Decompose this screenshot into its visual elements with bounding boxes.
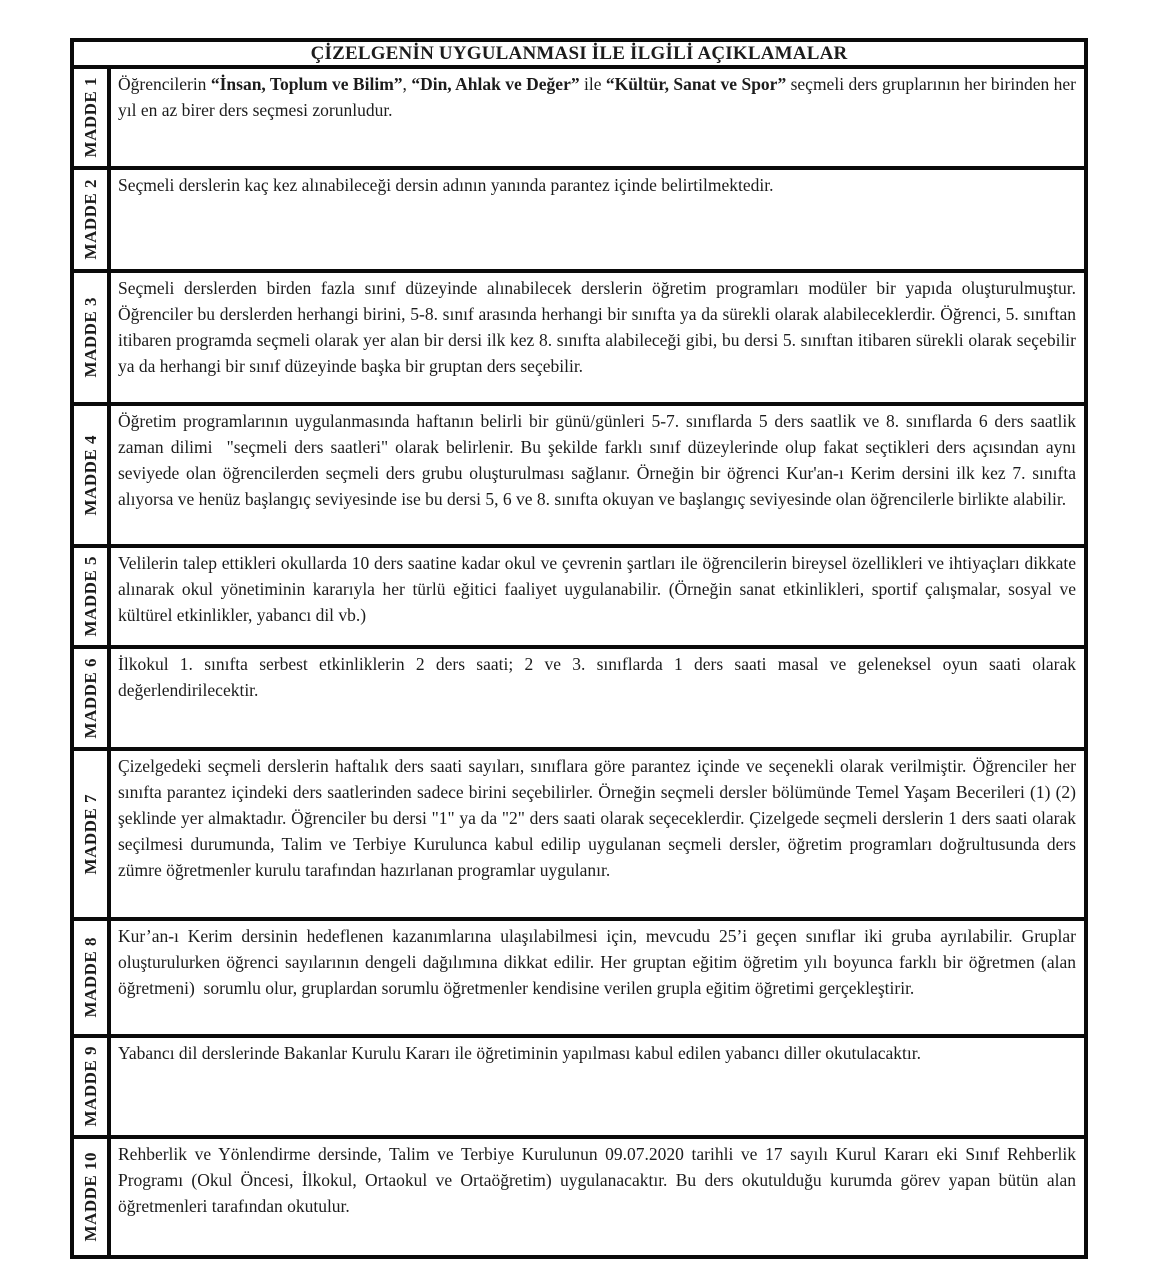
madde-9-label: MADDE 9	[80, 1046, 100, 1127]
madde-3-text: Seçmeli derslerden birden fazla sınıf düzeyinde alınabilecek derslerin öğretim programları modüler bir yapıda oluşturulmuştur. Öğrenciler bu derslerden herhangi birini, 5-8. sınıf arasında herhangi bir sınıfta ya da sürekli olarak alabileceklerdir. Öğrenci, 5. sınıftan itibaren programda seçmeli olarak yer alan bir dersi ilk kez 8. sınıfta alabileceği gibi, bu dersi 5. sınıftan itibaren sürekli olarak seçebilir ya da herhangi bir sınıf düzeyinde başka bir gruptan ders seçebilir.	[118, 278, 1076, 376]
madde-3-label-cell	[74, 273, 111, 402]
madde-8-text: Kur’an-ı Kerim dersinin hedeflenen kazanımlarına ulaşılabilmesi için, mevcudu 25’i geçen sınıflar iki gruba ayrılabilir. Gruplar oluşturulurken öğrenci sayılarının dengeli dağılımına dikkat edilir. Her gruptan eğitim öğretim yılı boyunca farklı bir öğretmen (alan öğretmeni) sorumlu olur, gruplardan sorumlu öğretmenler kendisine verilen grupla eğitim öğretimi gerçekleştirir.	[118, 926, 1076, 998]
madde-2-label-cell	[74, 170, 111, 269]
madde-1-label-cell	[74, 69, 111, 166]
madde-row-8	[74, 921, 1084, 1038]
madde-row-6	[74, 649, 1084, 751]
madde-2-text: Seçmeli derslerin kaç kez alınabileceği dersin adının yanında parantez içinde belirtilmektedir.	[118, 175, 774, 195]
madde-5-text: Velilerin talep ettikleri okullarda 10 ders saatine kadar okul ve çevrenin şartları ile öğrencilerin bireysel özellikleri ve ihtiyaçları dikkate alınarak okul yönetiminin kararıyla her türlü eğitici faaliyet uygulanabilir. (Örneğin sanat etkinlikleri, sportif çalışmalar, sosyal ve kültürel etkinlikler, yabancı dil vb.)	[118, 553, 1076, 625]
madde-row-5	[74, 548, 1084, 649]
madde-6-text: İlkokul 1. sınıfta serbest etkinliklerin 2 ders saati; 2 ve 3. sınıflarda 1 ders saati masal ve geleneksel oyun saati olarak değerlendirilecektir.	[118, 654, 1076, 700]
madde-2-label: MADDE 2	[80, 179, 100, 260]
madde-row-9	[74, 1038, 1084, 1139]
madde-9-text: Yabancı dil derslerinde Bakanlar Kurulu Kararı ile öğretiminin yapılması kabul edilen yabancı diller okutulacaktır.	[118, 1043, 921, 1063]
madde-row-1	[74, 69, 1084, 170]
table-title: ÇİZELGENİN UYGULANMASI İLE İLGİLİ AÇIKLAMALAR	[74, 42, 1084, 69]
madde-5-label-cell	[74, 548, 111, 645]
madde-4-label: MADDE 4	[80, 434, 100, 516]
madde-row-7	[74, 751, 1084, 921]
madde-1-label: MADDE 1	[80, 77, 100, 158]
madde-8-label-cell	[74, 921, 111, 1034]
madde-4-label-cell	[74, 406, 111, 544]
madde-1-text: Öğrencilerin “İnsan, Toplum ve Bilim”, “Din, Ahlak ve Değer” ile “Kültür, Sanat ve Spor” seçmeli ders gruplarının her birinden her yıl en az birer ders seçmesi zorunludur.	[118, 74, 1076, 120]
madde-10-label-cell	[74, 1139, 111, 1255]
madde-6-label: MADDE 6	[80, 657, 100, 739]
explanations-table	[70, 38, 1088, 1259]
madde-row-4	[74, 406, 1084, 548]
madde-6-label-cell	[74, 649, 111, 747]
madde-7-text: Çizelgedeki seçmeli derslerin haftalık ders saati sayıları, sınıflara göre parantez içinde ve seçenekli olarak verilmiştir. Öğrenciler her sınıfta parantez içindeki ders saatlerinden sadece birini seçebilirler. Örneğin seçmeli dersler bölümünde Temel Yaşam Becerileri (1) (2) şeklinde yer almaktadır. Öğrenciler bu dersi "1" ya da "2" ders saati olarak seçeceklerdir. Çizelgede seçmeli derslerin 1 ders saati olarak seçilmesi durumunda, Talim ve Terbiye Kurulunca kabul edilip uygulanan seçmeli dersler, öğretim programları doğrultusunda ders zümre öğretmenler kurulu tarafından hazırlanan programlar uygulanır.	[118, 756, 1076, 880]
madde-row-3	[74, 273, 1084, 406]
madde-7-label: MADDE 7	[80, 793, 100, 875]
madde-row-2	[74, 170, 1084, 273]
madde-4-text: Öğretim programlarının uygulanmasında haftanın belirli bir günü/günleri 5-7. sınıflarda 5 ders saatlik ve 8. sınıflarda 6 ders saatlik zaman dilimi "seçmeli ders saatleri" olarak belirlenir. Bu şekilde farklı sınıf düzeylerinde olup fakat seçtikleri ders açısından aynı seviyede olan öğrencilerden seçmeli ders grubu oluşturulması sağlanır. Örneğin bir öğrenci Kur'an-ı Kerim dersini ilk kez 7. sınıfta alıyorsa ve henüz başlangıç seviyesinde ise bu dersi 5, 6 ve 8. sınıfta okuyan ve başlangıç seviyesinde olan öğrencilerle birlikte alabilir.	[118, 411, 1076, 509]
madde-9-label-cell	[74, 1038, 111, 1135]
madde-8-label: MADDE 8	[80, 937, 100, 1018]
madde-row-10	[74, 1139, 1084, 1255]
madde-10-text: Rehberlik ve Yönlendirme dersinde, Talim ve Terbiye Kurulunun 09.07.2020 tarihli ve 17 sayılı Kurul Kararı eki Sınıf Rehberlik Programı (Okul Öncesi, İlkokul, Ortaokul ve Ortaöğretim) uygulanacaktır. Bu ders okutulduğu kurumda görev yapan bütün alan öğretmenleri tarafından okutulur.	[118, 1144, 1076, 1216]
madde-10-label: MADDE 10	[80, 1152, 100, 1242]
madde-5-label: MADDE 5	[80, 556, 100, 637]
madde-7-label-cell	[74, 751, 111, 917]
madde-3-label: MADDE 3	[80, 297, 100, 378]
